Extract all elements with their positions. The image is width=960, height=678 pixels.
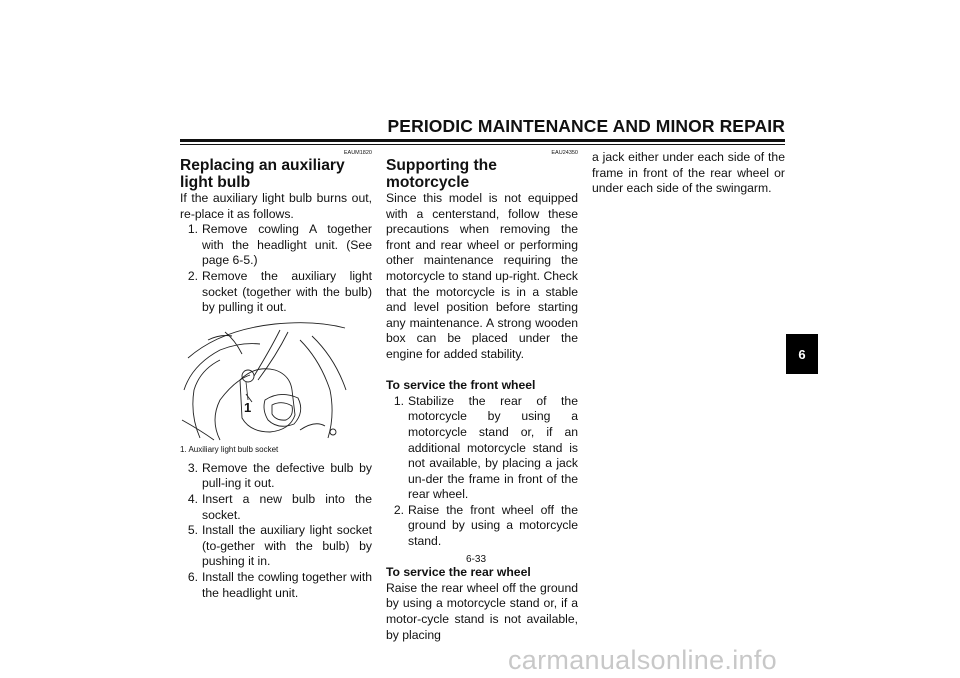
step-number: 4. <box>187 491 198 506</box>
continued-paragraph: a jack either under each side of the frame in front of the rear wheel or under each side of the swingarm. <box>592 150 785 196</box>
list-item <box>386 503 578 550</box>
step-text: Remove cowling A together with the headlight unit. (See page 6-5.) <box>202 222 372 268</box>
step-number: 1. <box>187 222 198 237</box>
list-item <box>180 461 372 492</box>
list-item <box>180 570 372 601</box>
steps-list-b <box>180 461 372 601</box>
step-text: Install the cowling together with the headlight unit. <box>202 569 372 600</box>
page-header-title: PERIODIC MAINTENANCE AND MINOR REPAIR <box>387 116 785 136</box>
section-code: EAU24350 <box>551 150 578 156</box>
step-number: 5. <box>187 523 198 538</box>
subheading-rear-wheel: To service the rear wheel <box>386 565 531 580</box>
rear-wheel-paragraph: Raise the rear wheel off the ground by using a motorcycle stand or, if a motor-cycle stand is not available, by placing <box>386 580 578 642</box>
intro-paragraph: Since this model is not equipped with a centerstand, follow these precautions when removing the front and rear wheel or performing other maintenance requiring the motorcycle to stand up-right. Check that the motorcycle is in a stable and level position before starting any maintenance. A strong wooden box can be placed under the engine for added stability. <box>386 191 578 361</box>
header-rule-thick <box>180 139 785 142</box>
step-number: 2. <box>393 502 404 517</box>
list-item <box>180 492 372 523</box>
section-heading: Replacing an auxiliary light bulb <box>180 157 345 191</box>
section-code: EAUM1820 <box>343 150 372 156</box>
step-text: Remove the defective bulb by pull-ing it out. <box>202 460 372 491</box>
watermark-text: carmanualsonline.info <box>508 645 777 675</box>
step-number: 2. <box>187 268 198 283</box>
step-number: 3. <box>187 460 198 475</box>
list-item <box>180 269 372 316</box>
front-wheel-steps <box>386 394 578 550</box>
middle-column <box>386 150 578 643</box>
step-text: Stabilize the rear of the motorcycle by using a motorcycle stand or, if an additional motorcycle stand is not available, by placing a jack un-der the frame in front of the rear wheel. <box>408 393 578 502</box>
left-column <box>180 150 372 601</box>
list-item <box>386 394 578 503</box>
figure-caption: 1. Auxiliary light bulb socket <box>180 444 279 454</box>
list-item <box>180 222 372 269</box>
spacer <box>386 363 578 379</box>
illustration-drawing <box>180 320 352 442</box>
step-text: Remove the auxiliary light socket (together with the bulb) by pulling it out. <box>202 268 372 315</box>
chapter-tab: 6 <box>786 334 818 374</box>
step-text: Install the auxiliary light socket (to-gether with the bulb) by pushing it in. <box>202 523 372 569</box>
auxiliary-bulb-illustration <box>180 320 352 442</box>
step-text: Raise the front wheel off the ground by using a motorcycle stand. <box>408 502 578 549</box>
section-heading: Supporting the motorcycle <box>386 157 497 191</box>
page-number: 6-33 <box>466 554 487 565</box>
intro-paragraph: If the auxiliary light bulb burns out, re-place it as follows. <box>180 191 372 221</box>
figure-callout-number: 1 <box>244 399 252 415</box>
step-number: 6. <box>187 569 198 584</box>
steps-list-a <box>180 222 372 316</box>
right-column <box>592 150 785 197</box>
subheading-front-wheel: To service the front wheel <box>386 378 536 393</box>
header-rule-thin <box>180 144 785 145</box>
step-number: 1. <box>393 393 404 408</box>
list-item <box>180 523 372 570</box>
step-text: Insert a new bulb into the socket. <box>202 491 372 522</box>
